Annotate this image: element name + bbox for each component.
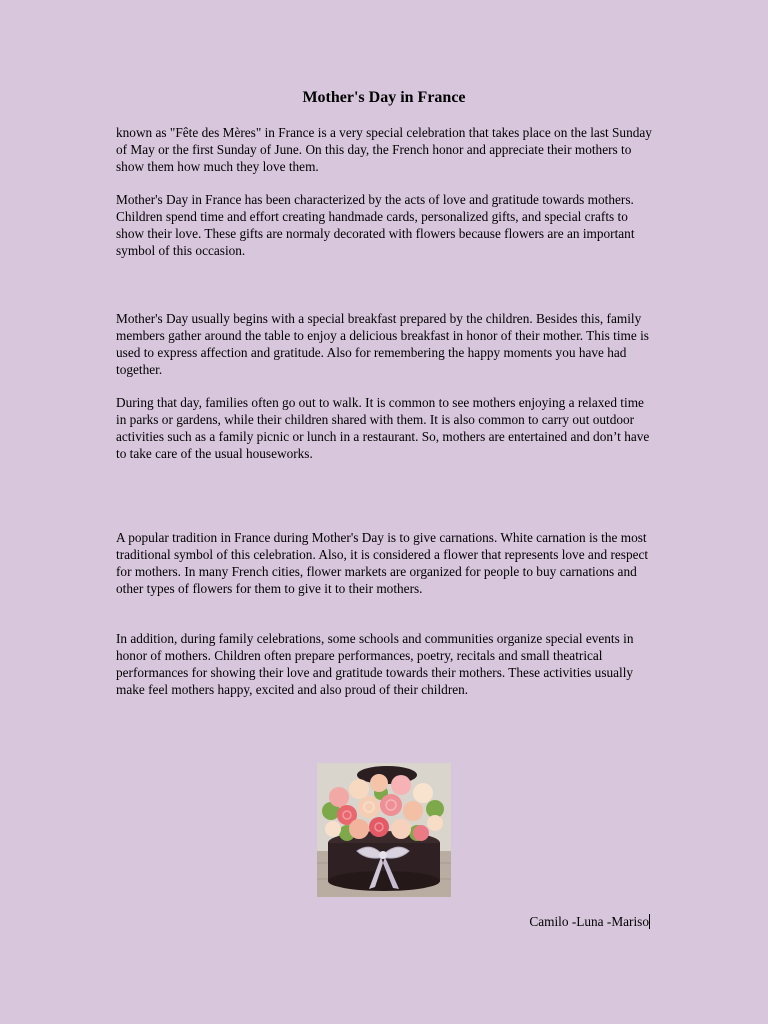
paragraph-1: known as "Fête des Mères" in France is a very special celebration that takes place on the last Sunday of May or the first Sunday of June. On this day, the French honor and appreciate their mothers to show them how much they love them. (116, 125, 652, 174)
paragraph-2: Mother's Day in France has been characterized by the acts of love and gratitude towards mothers. Children spend time and effort creating handmade cards, personalized gifts, and special crafts to show their love. These gifts are normaly decorated with flowers because flowers are an important symbol of this occasion. (116, 192, 635, 258)
paragraph-5: A popular tradition in France during Mother's Day is to give carnations. White carnation is the most traditional symbol of this celebration. Also, it is considered a flower that represents love and respect for mothers. In many French cities, flower markets are organized for people to buy carnations and other types of flowers for them to give it to their mothers. (116, 530, 649, 596)
paragraph-6: In addition, during family celebrations, some schools and communities organize special events in honor of mothers. Children often prepare performances, poetry, recitals and small theatrical performances for showing their love and gratitude towards their mothers. These activities usually make feel mothers happy, excited and also proud of their children. (116, 631, 634, 697)
paragraph-3: Mother's Day usually begins with a special breakfast prepared by the children. Besides this, family members gather around the table to enjoy a delicious breakfast in honor of their mother. This time is used to express affection and gratitude. Also for remembering the happy moments you have had together. (116, 311, 649, 377)
author-signature (529, 913, 650, 930)
text-cursor (649, 914, 650, 929)
document-title: Mother's Day in France (302, 89, 466, 106)
signature-text: Camilo -Luna -Mariso (529, 914, 649, 929)
paragraph-4: During that day, families often go out to walk. It is common to see mothers enjoying a relaxed time in parks or gardens, while their children shared with them. It is also common to carry out outdoor activities such as a family picnic or lunch in a restaurant. So, mothers are entertained and don’t have to take care of the usual houseworks. (116, 395, 650, 461)
flower-box-photo (317, 763, 451, 897)
